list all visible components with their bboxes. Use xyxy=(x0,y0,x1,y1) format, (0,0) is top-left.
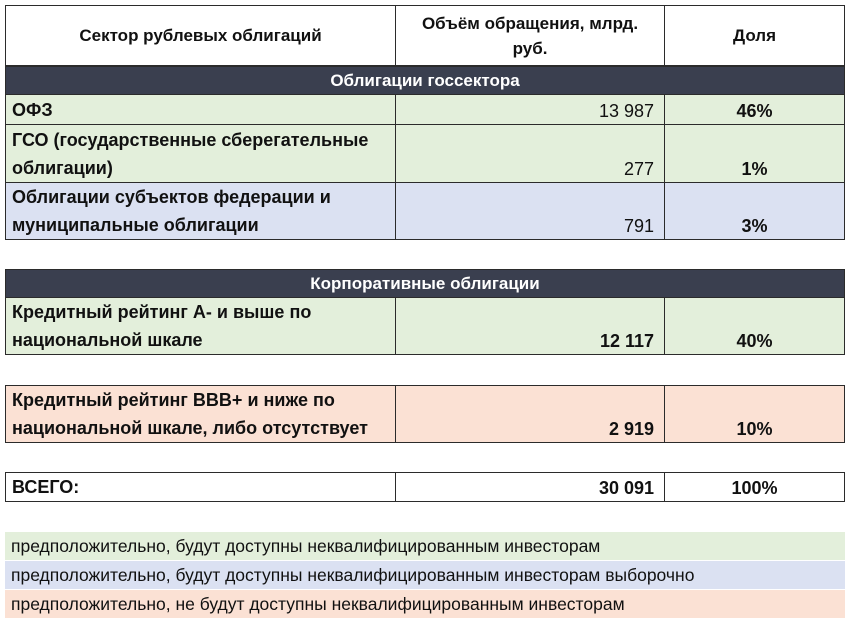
legend-text: предположительно, будут доступны неквалифицированным инвесторам xyxy=(11,535,601,556)
header-volume xyxy=(395,5,665,66)
row-ofz-label xyxy=(5,94,396,125)
row-ofz-share xyxy=(664,94,845,125)
row-value-text: 2 919 xyxy=(608,419,654,439)
total-share-text: 100% xyxy=(731,478,778,498)
section-corp xyxy=(5,269,845,298)
row-rating-bbb-share xyxy=(664,385,845,443)
total-share xyxy=(664,472,845,502)
row-value-text: 13 987 xyxy=(598,101,654,121)
row-value-text: 12 117 xyxy=(599,331,654,351)
row-label-text: Кредитный рейтинг ВВВ+ и ниже по национальной шкале, либо отсутствует xyxy=(12,390,368,438)
row-ofz-value xyxy=(395,94,665,125)
row-label-text: Кредитный рейтинг А- и выше по национальной шкале xyxy=(12,302,312,350)
legend-available xyxy=(5,532,845,560)
legend-unavailable xyxy=(5,590,845,618)
header-volume-text: Объём обращения, млрд. руб. xyxy=(421,13,639,58)
row-gso-share xyxy=(664,124,845,183)
row-value-text: 791 xyxy=(623,216,654,236)
section-gov xyxy=(5,66,845,95)
header-share xyxy=(664,5,845,66)
row-label-text: ГСО (государственные сберегательные облигации) xyxy=(12,129,369,178)
row-label-text: Облигации субъектов федерации и муниципальные облигации xyxy=(12,187,331,235)
legend-text: предположительно, не будут доступны неквалифицированным инвесторам xyxy=(11,593,625,614)
row-rating-bbb-value xyxy=(395,385,665,443)
total-label-text: ВСЕГО: xyxy=(12,477,80,497)
header-share-text: Доля xyxy=(733,26,776,45)
row-municipal-value xyxy=(395,182,665,240)
legend-selective xyxy=(5,561,845,589)
row-share-text: 46% xyxy=(736,101,773,121)
row-share-text: 10% xyxy=(736,419,773,439)
header-sector-text: Сектор рублевых облигаций xyxy=(79,26,322,45)
row-rating-a-label xyxy=(5,297,396,355)
row-municipal-label xyxy=(5,182,396,240)
header-sector xyxy=(5,5,396,66)
legend-text: предположительно, будут доступны неквалифицированным инвесторам выборочно xyxy=(11,564,695,585)
section-corp-title: Корпоративные облигации xyxy=(310,273,540,293)
row-share-text: 1% xyxy=(741,159,768,179)
total-value xyxy=(395,472,665,502)
row-share-text: 40% xyxy=(736,331,773,351)
total-value-text: 30 091 xyxy=(598,478,654,498)
row-value-text: 277 xyxy=(623,159,654,179)
row-gso-label xyxy=(5,124,396,183)
total-label xyxy=(5,472,396,502)
row-rating-a-value xyxy=(395,297,665,355)
row-share-text: 3% xyxy=(741,216,768,236)
row-gso-value xyxy=(395,124,665,183)
section-gov-title: Облигации госсектора xyxy=(330,70,520,90)
row-rating-a-share xyxy=(664,297,845,355)
row-label-text: ОФЗ xyxy=(12,99,53,120)
row-rating-bbb-label xyxy=(5,385,396,443)
row-municipal-share xyxy=(664,182,845,240)
